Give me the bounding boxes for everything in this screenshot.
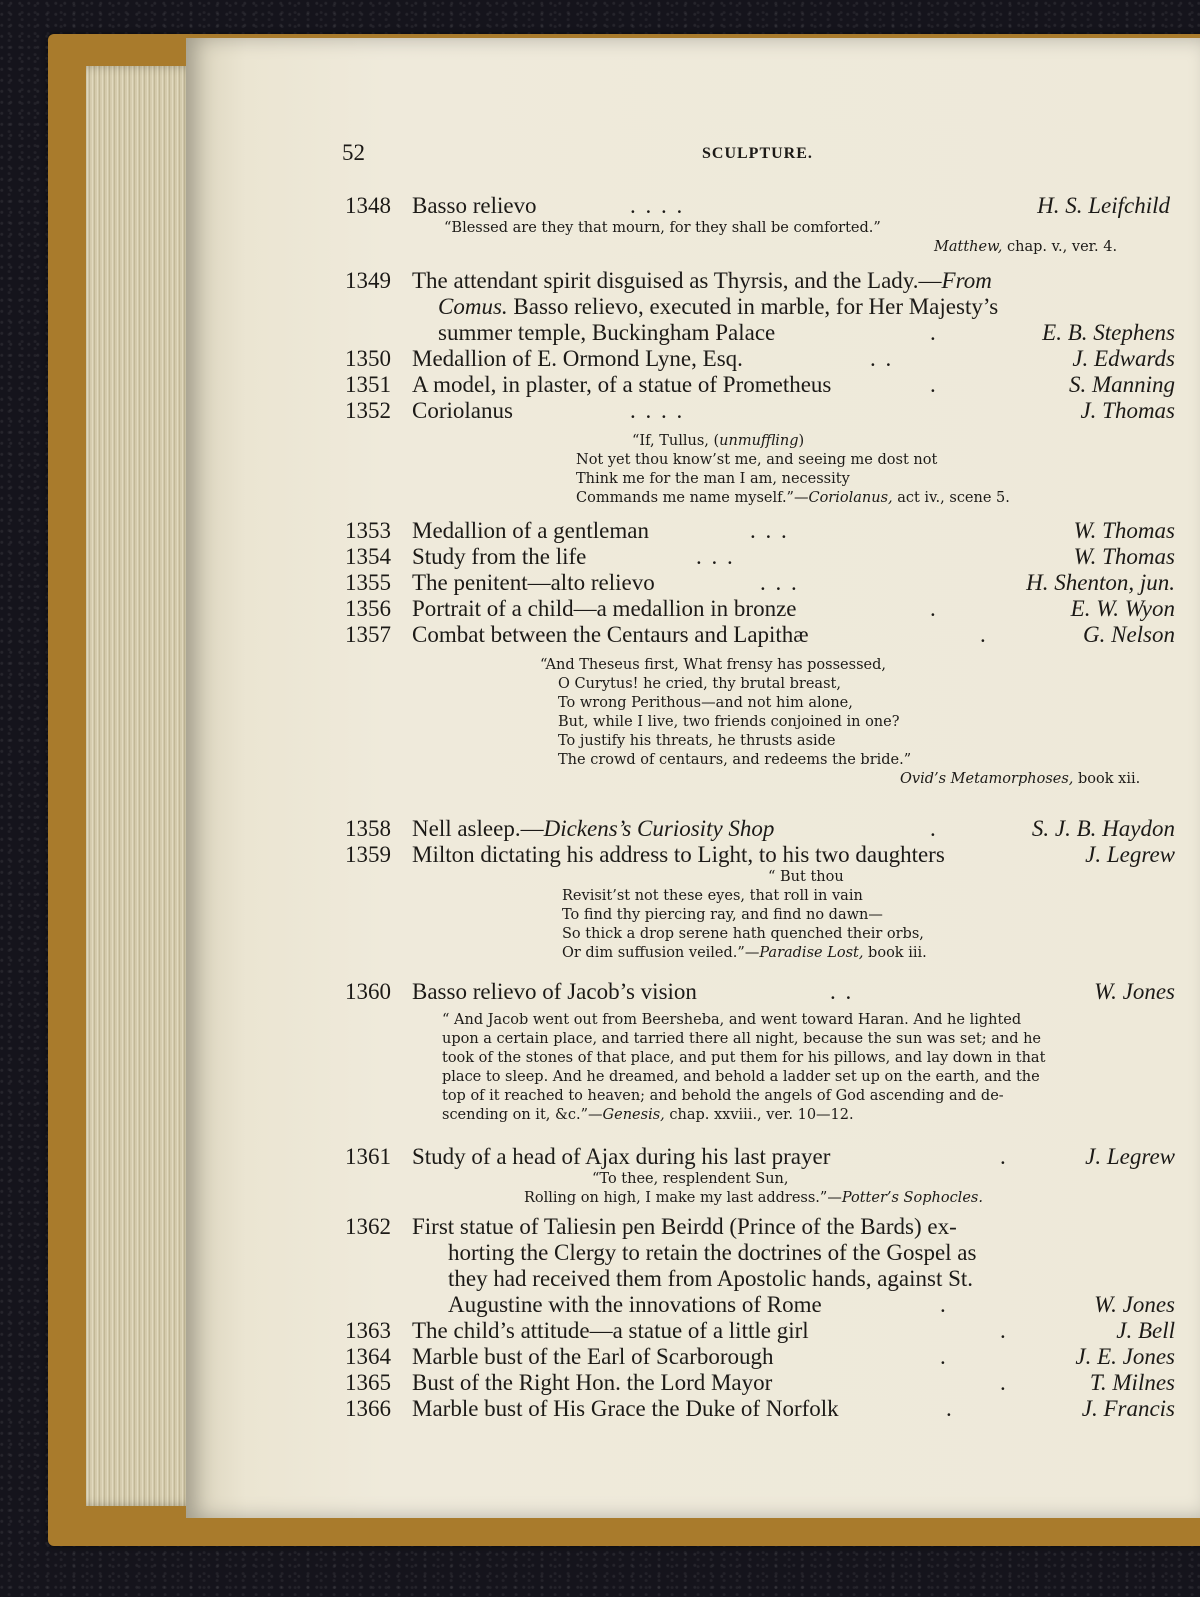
entry-artist: S. J. B. Haydon [1031,816,1175,841]
entry-quote: “Blessed are they that mourn, for they shall be comforted.” [444,220,881,236]
entry-quote-line: Revisit’st not these eyes, that roll in vain [562,888,863,904]
catalogue-entry-1350 [340,346,1190,372]
entry-number: 1352 [345,398,391,423]
catalogue-entry-1353 [340,518,1190,544]
entry-artist: W. Thomas [1073,544,1175,569]
entry-artist: J. Francis [1081,1396,1175,1421]
entry-title: Coriolanus [412,398,513,423]
leader-dots: . [940,1344,948,1369]
entry-quote-line: “ And Jacob went out from Beersheba, and went toward Haran. And he lighted [442,1012,1022,1028]
entry-artist: E. B. Stephens [1042,320,1175,345]
entry-title: Basso relievo of Jacob’s vision [412,979,697,1004]
entry-number: 1358 [345,816,391,841]
entry-artist: S. Manning [1068,372,1175,397]
entry-number: 1356 [345,596,391,621]
entry-title: A model, in plaster, of a statue of Prometheus [412,372,832,397]
leader-dots: . [1000,1370,1008,1395]
leader-dots: . [940,1292,948,1317]
running-head [342,140,1192,170]
entry-number: 1360 [345,979,391,1004]
leader-dots: . [930,320,938,345]
entry-quote-line: Rolling on high, I make my last address.”—Potter’s Sophocles. [524,1190,983,1206]
catalogue-entry-1352 [340,398,1190,508]
entry-artist: J. Thomas [1080,398,1175,423]
entry-number: 1349 [345,268,391,293]
entry-artist: J. Legrew [1085,842,1175,867]
leader-dots: . [930,372,938,397]
entry-title: Bust of the Right Hon. the Lord Mayor [412,1370,773,1395]
entry-quote-line: To find thy piercing ray, and find no dawn— [562,907,883,923]
entry-title: The penitent—alto relievo [412,570,655,595]
entry-quote-line: Think me for the man I am, necessity [576,471,850,487]
entry-number: 1361 [345,1144,391,1169]
leader-dots: . . . [696,544,735,569]
entry-quote-line: To wrong Perithous—and not him alone, [558,695,853,711]
entry-quote-line: place to sleep. And he dreamed, and behold a ladder set up on the earth, and the [442,1069,1040,1085]
leader-dots: . [946,1396,954,1421]
entry-title: Marble bust of the Earl of Scarborough [412,1344,774,1369]
entry-citation: Ovid’s Metamorphoses, book xii. [900,771,1141,787]
entry-number: 1355 [345,570,391,595]
entry-quote-line: upon a certain place, and tarried there all night, because the sun was set; and he [442,1031,1042,1047]
entry-quote-line: So thick a drop serene hath quenched their orbs, [562,926,924,942]
entry-artist: E. W. Wyon [1070,596,1175,621]
entry-quote-line: “To thee, resplendent Sun, [592,1171,789,1187]
catalogue-entry-1364 [340,1344,1190,1370]
catalogue-entry-1360 [340,979,1190,1125]
entry-number: 1359 [345,842,391,867]
entry-number: 1364 [345,1344,391,1369]
entry-title: Medallion of a gentleman [412,518,649,543]
catalogue-entry-1359 [340,842,1190,963]
entry-title: Portrait of a child—a medallion in bronze [412,596,797,621]
entry-quote-line: “ But thou [768,869,844,885]
entry-artist: H. S. Leifchild [1037,193,1170,218]
entry-quote-line: took of the stones of that place, and put them for his pillows, and lay down in that [442,1050,1046,1066]
entry-number: 1353 [345,518,391,543]
entry-artist: J. E. Jones [1075,1344,1175,1369]
entry-title: Marble bust of His Grace the Duke of Norfolk [412,1396,839,1421]
entry-title: The child’s attitude—a statue of a little girl [412,1318,809,1343]
entry-number: 1365 [345,1370,391,1395]
leader-dots: . [1000,1318,1008,1343]
leader-dots: . [1000,1144,1008,1169]
leader-dots: . . [870,346,894,371]
catalogue-entry-1357 [340,622,1190,789]
leader-dots: . . [830,979,854,1004]
entry-quote-line: O Curytus! he cried, thy brutal breast, [558,676,841,692]
entry-quote-line: But, while I live, two friends conjoined in one? [558,714,900,730]
entry-artist: J. Legrew [1085,1144,1175,1169]
entry-artist: W. Thomas [1073,518,1175,543]
entry-artist: G. Nelson [1083,622,1175,647]
entry-title: Medallion of E. Ormond Lyne, Esq. [412,346,743,371]
entry-title-line: Comus. Basso relievo, executed in marble, for Her Majesty’s [438,294,999,319]
page-number: 52 [342,140,365,165]
entry-quote-line: scending on it, &c.”—Genesis, chap. xxviii., ver. 10—12. [442,1107,854,1123]
leader-dots: . [980,622,988,647]
entry-quote-line: Or dim suffusion veiled.”—Paradise Lost, book iii. [562,945,927,961]
catalogue-entry-1365 [340,1370,1190,1396]
entry-artist: H. Shenton, jun. [1026,570,1175,595]
entry-title-line: horting the Clergy to retain the doctrines of the Gospel as [448,1240,977,1265]
entry-number: 1354 [345,544,391,569]
entry-artist: T. Milnes [1089,1370,1175,1395]
entry-number: 1363 [345,1318,391,1343]
catalogue-entry-1366 [340,1396,1190,1422]
entry-citation: Matthew, chap. v., ver. 4. [934,239,1118,255]
entry-artist: J. Bell [1116,1318,1175,1343]
entry-number: 1362 [345,1214,391,1239]
entry-title-line: First statue of Taliesin pen Beirdd (Prince of the Bards) ex- [412,1214,957,1239]
catalogue-entry-1351 [340,372,1190,398]
entry-quote-line: Not yet thou know’st me, and seeing me dost not [576,452,938,468]
entry-quote-line: The crowd of centaurs, and redeems the bride.” [558,752,912,768]
section-title: SCULPTURE. [702,145,813,162]
leader-dots: . . . [760,570,799,595]
entry-title-line: The attendant spirit disguised as Thyrsis, and the Lady.—From [412,268,992,293]
entry-quote-line: Commands me name myself.”—Coriolanus, act iv., scene 5. [576,490,1010,506]
entry-quote-line: “If, Tullus, (unmuffling) [632,433,805,449]
catalogue-entry-1354 [340,544,1190,570]
entry-number: 1350 [345,346,391,371]
entry-title: Milton dictating his address to Light, to his two daughters [412,842,945,867]
catalogue-entry-1356 [340,596,1190,622]
entry-artist: W. Jones [1094,1292,1175,1317]
entry-number: 1348 [345,193,391,218]
entry-artist: W. Jones [1094,979,1175,1004]
leader-dots: . [930,816,938,841]
catalogue-entry-1349 [340,268,1190,346]
entry-title-line: summer temple, Buckingham Palace [438,320,776,345]
catalogue-entry-1358 [340,816,1190,842]
leader-dots: . [930,596,938,621]
entry-number: 1351 [345,372,391,397]
entry-artist: J. Edwards [1072,346,1175,371]
catalogue-entry-1363 [340,1318,1190,1344]
entry-quote-line: “And Theseus first, What frensy has possessed, [540,657,886,673]
entry-title-line: Augustine with the innovations of Rome [448,1292,822,1317]
entry-number: 1366 [345,1396,391,1421]
leader-dots: . . . [750,518,789,543]
entry-title: Combat between the Centaurs and Lapithæ [412,622,809,647]
entry-title: Basso relievo [412,193,537,218]
entry-title: Nell asleep.—Dickens’s Curiosity Shop [412,816,775,841]
entry-number: 1357 [345,622,391,647]
leader-dots: . . . . [630,193,685,218]
catalogue-entry-1361 [340,1144,1190,1208]
entry-title: Study from the life [412,544,587,569]
catalogue-entry-1348 [340,193,1190,257]
leader-dots: . . . . [630,398,685,423]
entry-title: Study of a head of Ajax during his last prayer [412,1144,831,1169]
entry-quote-line: top of it reached to heaven; and behold the angels of God ascending and de- [442,1088,1004,1104]
entry-title-line: they had received them from Apostolic hands, against St. [448,1266,974,1291]
catalogue-entry-1355 [340,570,1190,596]
entry-quote-line: To justify his threats, he thrusts aside [558,733,836,749]
catalogue-entry-1362 [340,1214,1190,1318]
